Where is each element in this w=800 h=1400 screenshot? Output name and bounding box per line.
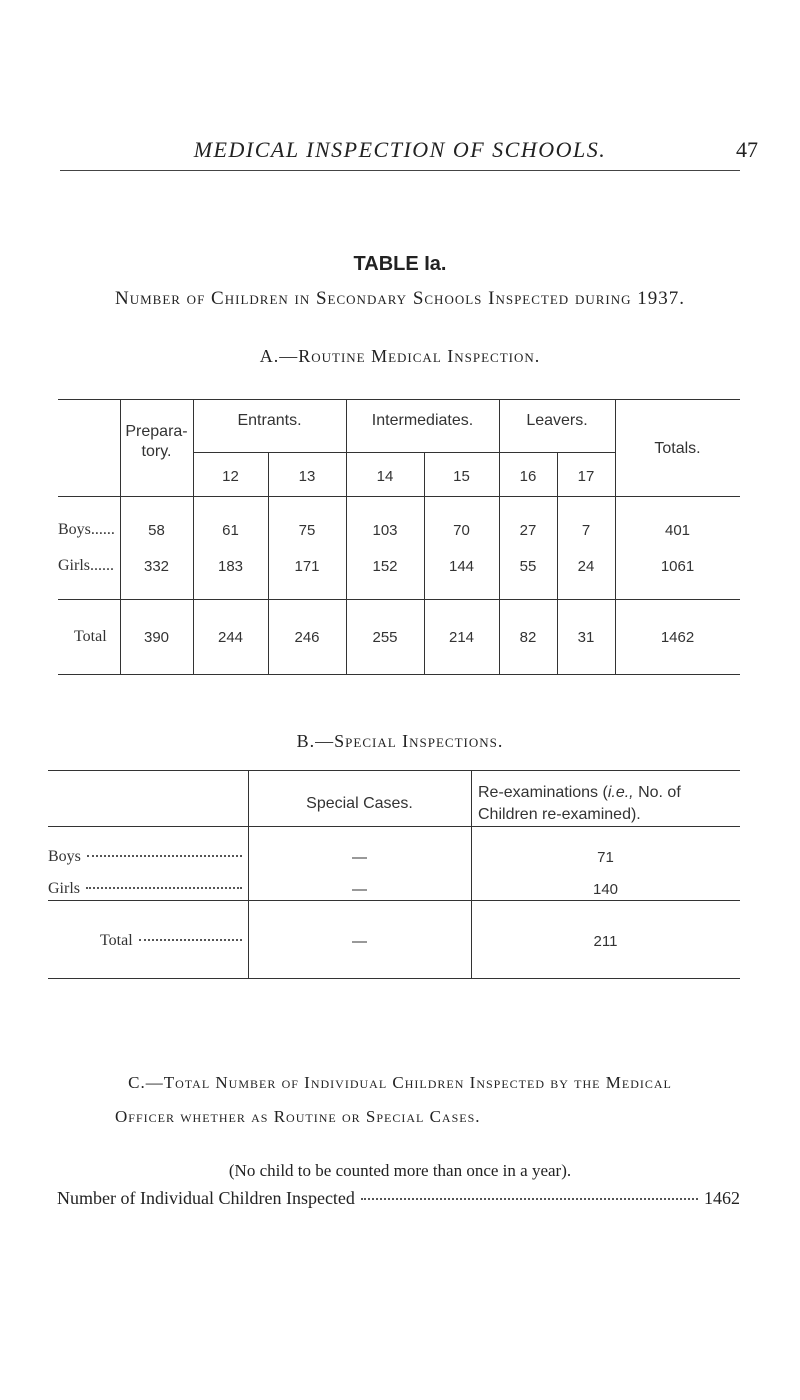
reexam-suffix: No. of Children re-examined). [478, 784, 681, 823]
leader-dots [361, 1198, 698, 1200]
col-group-entrants: Entrants. [237, 412, 302, 429]
row-label-boys [48, 848, 248, 866]
row-label-total [100, 932, 248, 950]
row-label-girls: Girls...... [58, 557, 114, 574]
age-header: 14 [376, 468, 394, 485]
reexam-prefix: Re-examinations ( [478, 784, 608, 801]
table-cell: 55 [519, 558, 537, 575]
table-cell: 183 [217, 558, 244, 575]
age-header: 12 [222, 468, 239, 485]
table-subtitle: Number of Children in Secondary Schools Inspected during 1937. [114, 288, 685, 309]
table-cell: 71 [597, 849, 614, 866]
table-cell: 140 [592, 881, 619, 898]
table-cell: 27 [519, 522, 537, 539]
table-cell: 1061 [660, 558, 695, 575]
table-cell: — [352, 933, 367, 950]
table-cell: 152 [372, 558, 398, 575]
section-c-note: (No child to be counted more than once in a year). [228, 1161, 572, 1180]
table-cell: 211 [593, 933, 618, 950]
summary-label: Number of Individual Children Inspected [57, 1188, 355, 1208]
reexam-ie: i.e., [607, 784, 634, 801]
table-cell: 103 [372, 522, 398, 539]
row-label-boys: Boys...... [58, 521, 115, 538]
running-header-title: MEDICAL INSPECTION OF SCHOOLS. [193, 137, 607, 162]
row-label-total: Total [74, 628, 107, 645]
leader-dots [87, 855, 242, 857]
row-label-text: Girls [48, 880, 80, 897]
table-cell: 246 [294, 629, 320, 646]
table-cell: 214 [448, 629, 475, 646]
table-cell: 75 [298, 522, 316, 539]
summary-line [57, 1188, 740, 1209]
col-header-totals: Totals. [654, 440, 701, 457]
col-header-special-cases: Special Cases. [306, 795, 413, 812]
leader-dots [86, 887, 242, 889]
table-cell: 1462 [660, 629, 695, 646]
age-header: 17 [577, 468, 595, 485]
col-group-intermediates: Intermediates. [371, 412, 474, 429]
table-cell: 390 [143, 629, 170, 646]
col-group-leavers: Leavers. [526, 412, 588, 429]
col-header-reexaminations [478, 782, 738, 826]
page-number: 47 [736, 137, 758, 162]
row-label-girls [48, 880, 248, 898]
table-cell: 401 [664, 522, 691, 539]
table-cell: 61 [222, 522, 239, 539]
row-label-text: Boys [48, 848, 81, 865]
table-cell: — [352, 881, 367, 898]
leader-dots [139, 939, 242, 941]
row-label-text: Total [100, 932, 133, 949]
section-c-heading-line2: Officer whether as Routine or Special Cases. [115, 1107, 481, 1126]
table-cell: 70 [453, 522, 470, 539]
summary-value: 1462 [704, 1188, 740, 1208]
col-header-preparatory: Prepara- tory. [125, 423, 188, 460]
table-cell: 24 [577, 558, 595, 575]
table-cell: 171 [294, 558, 320, 575]
section-c-heading-line1: C.—Total Number of Individual Children Inspected by the Medical [128, 1073, 672, 1092]
section-a-heading: A.—Routine Medical Inspection. [259, 346, 541, 366]
table-cell: 244 [217, 629, 244, 646]
table-b-bottom-rule [48, 978, 740, 979]
table-cell: 7 [581, 522, 591, 539]
table-title: TABLE Ia. [353, 253, 447, 275]
table-cell: 58 [148, 522, 165, 539]
age-header: 15 [453, 468, 470, 485]
section-b-heading: B.—Special Inspections. [296, 731, 504, 751]
table-cell: 144 [448, 558, 475, 575]
age-header: 13 [298, 468, 316, 485]
table-cell: — [352, 849, 367, 866]
age-header: 16 [519, 468, 537, 485]
table-cell: 82 [519, 629, 537, 646]
table-cell: 31 [577, 629, 595, 646]
table-cell: 332 [143, 558, 170, 575]
table-cell: 255 [372, 629, 398, 646]
